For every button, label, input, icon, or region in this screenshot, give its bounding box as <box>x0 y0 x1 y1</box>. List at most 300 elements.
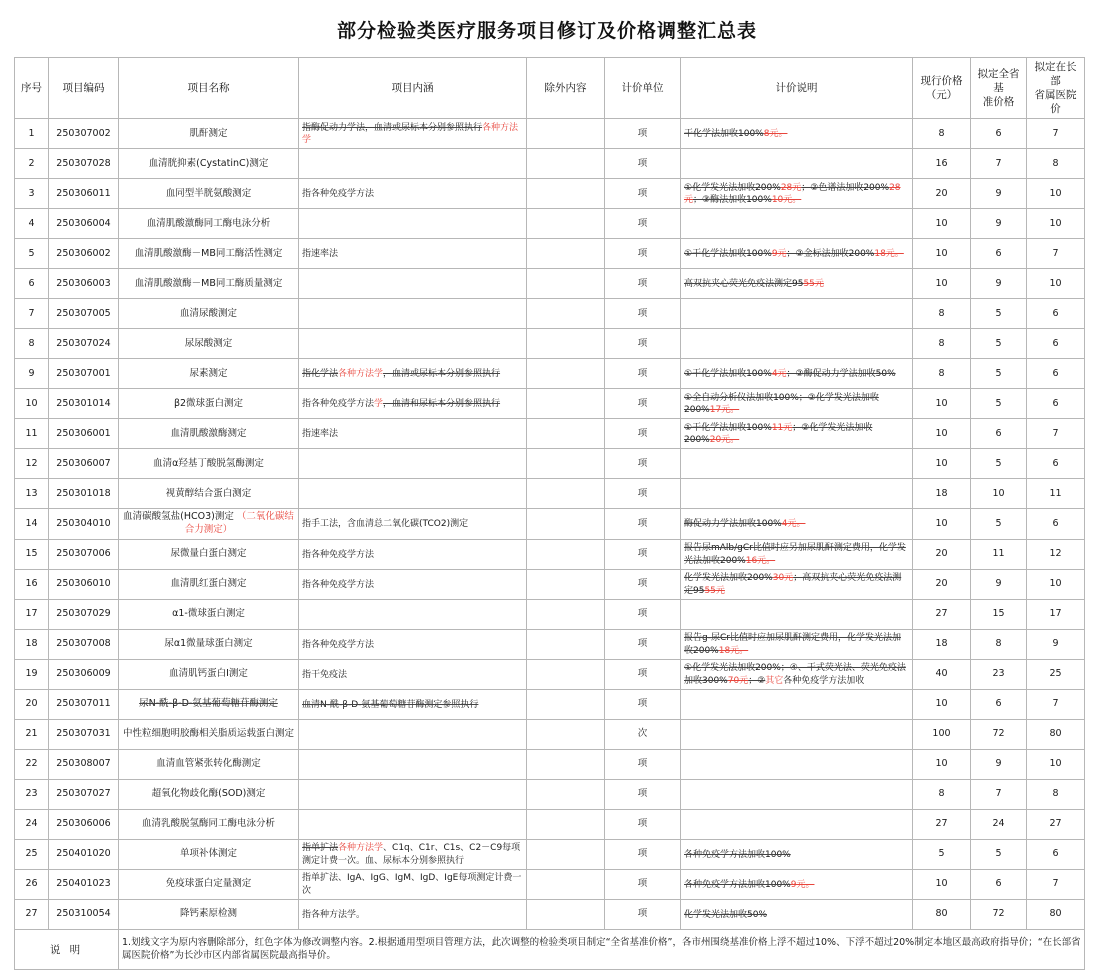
current-price-line2: （元） <box>925 89 958 102</box>
cell-current-price: 20 <box>913 540 971 570</box>
table-footer <box>15 930 1085 970</box>
cell-exclusion <box>527 419 605 449</box>
cell-province-base-price: 9 <box>971 179 1027 209</box>
cell-unit: 项 <box>605 540 681 570</box>
table-row <box>15 570 1085 600</box>
table-row <box>15 419 1085 449</box>
cell-item-name: 尿N-酰-β-D-氨基葡萄糖苷酶测定 <box>119 690 299 720</box>
cell-item-name: 免疫球蛋白定量测定 <box>119 870 299 900</box>
cell-index: 19 <box>15 660 49 690</box>
cell-unit: 项 <box>605 870 681 900</box>
table-header-row <box>15 57 1085 119</box>
table-row <box>15 269 1085 299</box>
cell-index: 8 <box>15 329 49 359</box>
cell-changsha-hospital-price: 6 <box>1027 509 1085 540</box>
cell-connotation: 指速率法 <box>299 419 527 449</box>
cell-description <box>681 690 913 720</box>
cell-index: 16 <box>15 570 49 600</box>
cell-description <box>681 209 913 239</box>
cell-changsha-hospital-price: 80 <box>1027 900 1085 930</box>
cell-exclusion <box>527 479 605 509</box>
table-header <box>15 57 1085 119</box>
cell-changsha-hospital-price: 9 <box>1027 630 1085 660</box>
cell-code: 250307002 <box>49 119 119 149</box>
cell-changsha-hospital-price: 7 <box>1027 239 1085 269</box>
cell-unit: 项 <box>605 419 681 449</box>
table-row <box>15 209 1085 239</box>
cell-changsha-hospital-price: 6 <box>1027 299 1085 329</box>
cell-connotation: 指各种免疫学方法 <box>299 630 527 660</box>
cell-province-base-price: 5 <box>971 509 1027 540</box>
cell-item-name: β2微球蛋白测定 <box>119 389 299 419</box>
cell-province-base-price: 6 <box>971 870 1027 900</box>
cell-province-base-price: 9 <box>971 570 1027 600</box>
table-row <box>15 479 1085 509</box>
cell-current-price: 8 <box>913 329 971 359</box>
cell-index: 12 <box>15 449 49 479</box>
cell-changsha-hospital-price: 80 <box>1027 720 1085 750</box>
cell-index: 20 <box>15 690 49 720</box>
cell-connotation <box>299 750 527 780</box>
table-row <box>15 540 1085 570</box>
cell-province-base-price: 6 <box>971 690 1027 720</box>
cell-connotation: 指手工法，含血清总二氧化碳(TCO2)测定 <box>299 509 527 540</box>
cell-description <box>681 750 913 780</box>
cell-province-base-price: 15 <box>971 600 1027 630</box>
cell-item-name: 血清肌酸激酶－MB同工酶活性测定 <box>119 239 299 269</box>
cell-index: 1 <box>15 119 49 149</box>
note-row <box>15 930 1085 970</box>
table-row <box>15 329 1085 359</box>
table-row <box>15 149 1085 179</box>
cell-connotation <box>299 810 527 840</box>
cell-index: 3 <box>15 179 49 209</box>
cell-code: 250304010 <box>49 509 119 540</box>
cell-code: 250307029 <box>49 600 119 630</box>
table-row <box>15 119 1085 149</box>
changsha-price-line2: 省属医院价 <box>1034 89 1077 116</box>
cell-unit: 次 <box>605 720 681 750</box>
cell-current-price: 10 <box>913 449 971 479</box>
cell-exclusion <box>527 509 605 540</box>
cell-current-price: 100 <box>913 720 971 750</box>
cell-index: 4 <box>15 209 49 239</box>
cell-exclusion <box>527 269 605 299</box>
cell-current-price: 27 <box>913 810 971 840</box>
cell-current-price: 8 <box>913 299 971 329</box>
cell-province-base-price: 9 <box>971 209 1027 239</box>
table-row <box>15 690 1085 720</box>
cell-unit: 项 <box>605 239 681 269</box>
cell-code: 250307027 <box>49 780 119 810</box>
cell-description: 酶促动力学法加收100%4元。 <box>681 509 913 540</box>
cell-description: ①化学发光法加收200%28元；②色谱法加收200%28元；③酶法加收100%10元。 <box>681 179 913 209</box>
cell-province-base-price: 72 <box>971 900 1027 930</box>
cell-exclusion <box>527 870 605 900</box>
cell-unit: 项 <box>605 630 681 660</box>
table-row <box>15 870 1085 900</box>
cell-exclusion <box>527 570 605 600</box>
cell-unit: 项 <box>605 600 681 630</box>
col-header-code: 项目编码 <box>49 57 119 119</box>
cell-code: 250306011 <box>49 179 119 209</box>
cell-code: 250401020 <box>49 840 119 870</box>
cell-description <box>681 479 913 509</box>
cell-description: 各种免疫学方法加收100% <box>681 840 913 870</box>
table-row <box>15 720 1085 750</box>
cell-code: 250301018 <box>49 479 119 509</box>
cell-item-name: 血清肌酸激酶测定 <box>119 419 299 449</box>
cell-current-price: 8 <box>913 119 971 149</box>
cell-item-name: 血清肌钙蛋白Ⅰ测定 <box>119 660 299 690</box>
cell-province-base-price: 9 <box>971 269 1027 299</box>
cell-description <box>681 299 913 329</box>
col-header-unit: 计价单位 <box>605 57 681 119</box>
cell-current-price: 10 <box>913 509 971 540</box>
cell-changsha-hospital-price: 6 <box>1027 329 1085 359</box>
cell-changsha-hospital-price: 7 <box>1027 419 1085 449</box>
cell-province-base-price: 8 <box>971 630 1027 660</box>
cell-description <box>681 149 913 179</box>
cell-code: 250306004 <box>49 209 119 239</box>
cell-current-price: 10 <box>913 269 971 299</box>
cell-unit: 项 <box>605 119 681 149</box>
cell-item-name: 中性粒细胞明胶酶相关脂质运载蛋白测定 <box>119 720 299 750</box>
cell-description: 化学发光法加收50% <box>681 900 913 930</box>
cell-item-name: 血清碳酸氢盐(HCO3)测定 （二氧化碳结合力测定） <box>119 509 299 540</box>
cell-item-name: 视黄醇结合蛋白测定 <box>119 479 299 509</box>
cell-province-base-price: 6 <box>971 239 1027 269</box>
cell-province-base-price: 5 <box>971 299 1027 329</box>
col-header-connotation: 项目内涵 <box>299 57 527 119</box>
cell-unit: 项 <box>605 660 681 690</box>
cell-index: 14 <box>15 509 49 540</box>
cell-connotation <box>299 269 527 299</box>
table-row <box>15 299 1085 329</box>
cell-description: 报告g-尿Cr比值时应加尿肌酐测定费用，化学发光法加收200%18元。 <box>681 630 913 660</box>
cell-province-base-price: 6 <box>971 419 1027 449</box>
table-row <box>15 179 1085 209</box>
cell-description <box>681 449 913 479</box>
table-row <box>15 359 1085 389</box>
table-row <box>15 630 1085 660</box>
cell-exclusion <box>527 660 605 690</box>
cell-connotation: 指各种免疫学方法 <box>299 570 527 600</box>
cell-changsha-hospital-price: 10 <box>1027 209 1085 239</box>
cell-changsha-hospital-price: 12 <box>1027 540 1085 570</box>
cell-code: 250307008 <box>49 630 119 660</box>
cell-current-price: 8 <box>913 359 971 389</box>
cell-unit: 项 <box>605 780 681 810</box>
cell-changsha-hospital-price: 6 <box>1027 359 1085 389</box>
cell-unit: 项 <box>605 479 681 509</box>
cell-current-price: 18 <box>913 479 971 509</box>
cell-exclusion <box>527 359 605 389</box>
cell-description: ①全自动分析仪法加收100%；②化学发光法加收200%17元。 <box>681 389 913 419</box>
cell-index: 13 <box>15 479 49 509</box>
cell-connotation: 指单扩法各种方法学、C1q、C1r、C1s、C2－C9每项测定计费一次。血、尿标本分别参照执行 <box>299 840 527 870</box>
cell-exclusion <box>527 720 605 750</box>
cell-changsha-hospital-price: 11 <box>1027 479 1085 509</box>
cell-province-base-price: 5 <box>971 449 1027 479</box>
cell-province-base-price: 9 <box>971 750 1027 780</box>
cell-connotation <box>299 600 527 630</box>
table-row <box>15 840 1085 870</box>
cell-code: 250401023 <box>49 870 119 900</box>
cell-current-price: 10 <box>913 209 971 239</box>
table-row <box>15 900 1085 930</box>
cell-description <box>681 810 913 840</box>
cell-item-name: 血清肌红蛋白测定 <box>119 570 299 600</box>
cell-index: 5 <box>15 239 49 269</box>
cell-current-price: 20 <box>913 570 971 600</box>
cell-exclusion <box>527 600 605 630</box>
cell-current-price: 10 <box>913 419 971 449</box>
cell-unit: 项 <box>605 509 681 540</box>
cell-index: 21 <box>15 720 49 750</box>
cell-unit: 项 <box>605 810 681 840</box>
col-header-current-price <box>913 57 971 119</box>
cell-code: 250307001 <box>49 359 119 389</box>
cell-connotation <box>299 329 527 359</box>
cell-province-base-price: 5 <box>971 840 1027 870</box>
cell-code: 250307011 <box>49 690 119 720</box>
cell-province-base-price: 5 <box>971 359 1027 389</box>
price-adjustment-table <box>14 57 1085 970</box>
cell-code: 250306007 <box>49 449 119 479</box>
cell-unit: 项 <box>605 389 681 419</box>
cell-connotation: 指单扩法、IgA、IgG、IgM、IgD、IgE每项测定计费一次 <box>299 870 527 900</box>
province-base-line2: 准价格 <box>982 96 1015 109</box>
cell-description: ①化学发光法加收200%；④、干式荧光法、荧光免疫法加收300%70元；②其它各种免疫学方法加收 <box>681 660 913 690</box>
cell-unit: 项 <box>605 570 681 600</box>
cell-description <box>681 720 913 750</box>
cell-changsha-hospital-price: 6 <box>1027 449 1085 479</box>
col-header-index: 序号 <box>15 57 49 119</box>
col-header-name: 项目名称 <box>119 57 299 119</box>
cell-description: 化学发光法加收200%30元；高双抗夹心荧光免疫法测定9555元 <box>681 570 913 600</box>
cell-connotation: 指各种方法学。 <box>299 900 527 930</box>
cell-changsha-hospital-price: 10 <box>1027 570 1085 600</box>
cell-code: 250310054 <box>49 900 119 930</box>
note-text: 1.划线文字为原内容删除部分，红色字体为修改调整内容。2.根据通用型项目管理方法，此次调整的检验类项目制定“全省基准价格”，各市州围绕基准价格上浮不超过10%、下浮不超过20%制定本地区最高政府指导价；“在长部省属医院价格”为长沙市区内部省属医院最高指导价。 <box>119 930 1085 970</box>
cell-current-price: 8 <box>913 780 971 810</box>
table-row <box>15 750 1085 780</box>
cell-description: 干化学法加收100%8元。 <box>681 119 913 149</box>
cell-index: 9 <box>15 359 49 389</box>
cell-item-name: 尿α1微量球蛋白测定 <box>119 630 299 660</box>
cell-changsha-hospital-price: 10 <box>1027 179 1085 209</box>
table-row <box>15 389 1085 419</box>
cell-code: 250306002 <box>49 239 119 269</box>
current-price-line1: 现行价格 <box>920 74 963 87</box>
cell-province-base-price: 7 <box>971 780 1027 810</box>
cell-description: 各种免疫学方法加收100%9元。 <box>681 870 913 900</box>
cell-exclusion <box>527 149 605 179</box>
cell-current-price: 40 <box>913 660 971 690</box>
cell-unit: 项 <box>605 299 681 329</box>
cell-item-name: 血同型半胱氨酸测定 <box>119 179 299 209</box>
table-row <box>15 449 1085 479</box>
cell-connotation: 指各种免疫学方法 <box>299 179 527 209</box>
cell-description <box>681 600 913 630</box>
cell-index: 23 <box>15 780 49 810</box>
cell-index: 15 <box>15 540 49 570</box>
cell-item-name: 血清胱抑素(CystatinC)测定 <box>119 149 299 179</box>
cell-unit: 项 <box>605 209 681 239</box>
cell-exclusion <box>527 630 605 660</box>
cell-description: ①干化学法加收100%4元；②酶促动力学法加收50% <box>681 359 913 389</box>
cell-description: ①干化学法加收100%9元；②金标法加收200%18元。 <box>681 239 913 269</box>
cell-unit: 项 <box>605 359 681 389</box>
cell-item-name: 血清尿酸测定 <box>119 299 299 329</box>
cell-item-name: α1-微球蛋白测定 <box>119 600 299 630</box>
cell-changsha-hospital-price: 8 <box>1027 149 1085 179</box>
cell-changsha-hospital-price: 6 <box>1027 840 1085 870</box>
cell-connotation: 指各种免疫学方法 <box>299 540 527 570</box>
cell-exclusion <box>527 750 605 780</box>
table-row <box>15 660 1085 690</box>
cell-connotation <box>299 209 527 239</box>
cell-unit: 项 <box>605 329 681 359</box>
table-row <box>15 509 1085 540</box>
cell-exclusion <box>527 329 605 359</box>
cell-province-base-price: 11 <box>971 540 1027 570</box>
cell-connotation <box>299 449 527 479</box>
cell-changsha-hospital-price: 7 <box>1027 119 1085 149</box>
cell-exclusion <box>527 840 605 870</box>
col-header-changsha-hospital-price <box>1027 57 1085 119</box>
cell-exclusion <box>527 690 605 720</box>
cell-description: 高双抗夹心荧光免疫法测定9555元 <box>681 269 913 299</box>
cell-index: 18 <box>15 630 49 660</box>
cell-code: 250306009 <box>49 660 119 690</box>
table-row <box>15 780 1085 810</box>
cell-exclusion <box>527 179 605 209</box>
cell-index: 24 <box>15 810 49 840</box>
cell-changsha-hospital-price: 27 <box>1027 810 1085 840</box>
cell-current-price: 80 <box>913 900 971 930</box>
cell-code: 250306006 <box>49 810 119 840</box>
cell-index: 26 <box>15 870 49 900</box>
cell-unit: 项 <box>605 149 681 179</box>
cell-changsha-hospital-price: 17 <box>1027 600 1085 630</box>
cell-exclusion <box>527 389 605 419</box>
cell-exclusion <box>527 540 605 570</box>
cell-code: 250306010 <box>49 570 119 600</box>
cell-item-name: 血清α羟基丁酸脱氢酶测定 <box>119 449 299 479</box>
cell-changsha-hospital-price: 6 <box>1027 389 1085 419</box>
page-title: 部分检验类医疗服务项目修订及价格调整汇总表 <box>336 20 757 42</box>
cell-exclusion <box>527 810 605 840</box>
cell-item-name: 尿素测定 <box>119 359 299 389</box>
cell-province-base-price: 5 <box>971 389 1027 419</box>
cell-description <box>681 329 913 359</box>
col-header-exclusion: 除外内容 <box>527 57 605 119</box>
table-body <box>15 119 1085 930</box>
cell-province-base-price: 72 <box>971 720 1027 750</box>
cell-province-base-price: 10 <box>971 479 1027 509</box>
cell-connotation <box>299 720 527 750</box>
cell-item-name: 降钙素原检测 <box>119 900 299 930</box>
cell-item-name: 尿微量白蛋白测定 <box>119 540 299 570</box>
cell-exclusion <box>527 209 605 239</box>
cell-province-base-price: 5 <box>971 329 1027 359</box>
table-row <box>15 600 1085 630</box>
cell-connotation: 血清N-酰-β-D-氨基葡萄糖苷酶测定参照执行 <box>299 690 527 720</box>
col-header-province-base-price <box>971 57 1027 119</box>
cell-index: 7 <box>15 299 49 329</box>
cell-item-name: 血清肌酸激酶同工酶电泳分析 <box>119 209 299 239</box>
cell-code: 250307005 <box>49 299 119 329</box>
cell-index: 11 <box>15 419 49 449</box>
cell-province-base-price: 23 <box>971 660 1027 690</box>
cell-changsha-hospital-price: 25 <box>1027 660 1085 690</box>
cell-exclusion <box>527 119 605 149</box>
cell-index: 17 <box>15 600 49 630</box>
cell-province-base-price: 6 <box>971 119 1027 149</box>
cell-code: 250306003 <box>49 269 119 299</box>
cell-connotation <box>299 780 527 810</box>
cell-changsha-hospital-price: 7 <box>1027 690 1085 720</box>
cell-item-name: 单项补体测定 <box>119 840 299 870</box>
cell-description <box>681 780 913 810</box>
cell-description: ①干化学法加收100%11元；②化学发光法加收200%20元。 <box>681 419 913 449</box>
cell-code: 250307006 <box>49 540 119 570</box>
cell-index: 2 <box>15 149 49 179</box>
cell-unit: 项 <box>605 840 681 870</box>
cell-item-name: 尿尿酸测定 <box>119 329 299 359</box>
cell-unit: 项 <box>605 449 681 479</box>
cell-description: 报告尿mAlb/gCr比值时应另加尿肌酐测定费用，化学发光法加收200%16元。 <box>681 540 913 570</box>
cell-item-name: 肌酐测定 <box>119 119 299 149</box>
cell-connotation: 指酶促动力学法，血清或尿标本分别参照执行各种方法学 <box>299 119 527 149</box>
table-row <box>15 810 1085 840</box>
cell-province-base-price: 7 <box>971 149 1027 179</box>
cell-index: 27 <box>15 900 49 930</box>
province-base-line1: 拟定全省基 <box>977 67 1020 95</box>
cell-current-price: 18 <box>913 630 971 660</box>
cell-current-price: 20 <box>913 179 971 209</box>
cell-unit: 项 <box>605 179 681 209</box>
cell-changsha-hospital-price: 10 <box>1027 269 1085 299</box>
note-label: 说 明 <box>15 930 119 970</box>
cell-connotation <box>299 299 527 329</box>
cell-current-price: 10 <box>913 750 971 780</box>
cell-current-price: 16 <box>913 149 971 179</box>
cell-current-price: 10 <box>913 389 971 419</box>
col-header-description: 计价说明 <box>681 57 913 119</box>
cell-unit: 项 <box>605 269 681 299</box>
cell-changsha-hospital-price: 7 <box>1027 870 1085 900</box>
cell-connotation: 指各种免疫学方法学，血清和尿标本分别参照执行 <box>299 389 527 419</box>
cell-code: 250307031 <box>49 720 119 750</box>
cell-current-price: 10 <box>913 239 971 269</box>
cell-connotation: 指化学法各种方法学，血清或尿标本分别参照执行 <box>299 359 527 389</box>
cell-current-price: 27 <box>913 600 971 630</box>
cell-item-name: 血清血管紧张转化酶测定 <box>119 750 299 780</box>
cell-exclusion <box>527 780 605 810</box>
cell-province-base-price: 24 <box>971 810 1027 840</box>
cell-exclusion <box>527 299 605 329</box>
cell-item-name: 血清肌酸激酶－MB同工酶质量测定 <box>119 269 299 299</box>
cell-code: 250307028 <box>49 149 119 179</box>
cell-code: 250306001 <box>49 419 119 449</box>
cell-index: 25 <box>15 840 49 870</box>
cell-changsha-hospital-price: 8 <box>1027 780 1085 810</box>
cell-connotation <box>299 149 527 179</box>
cell-exclusion <box>527 900 605 930</box>
